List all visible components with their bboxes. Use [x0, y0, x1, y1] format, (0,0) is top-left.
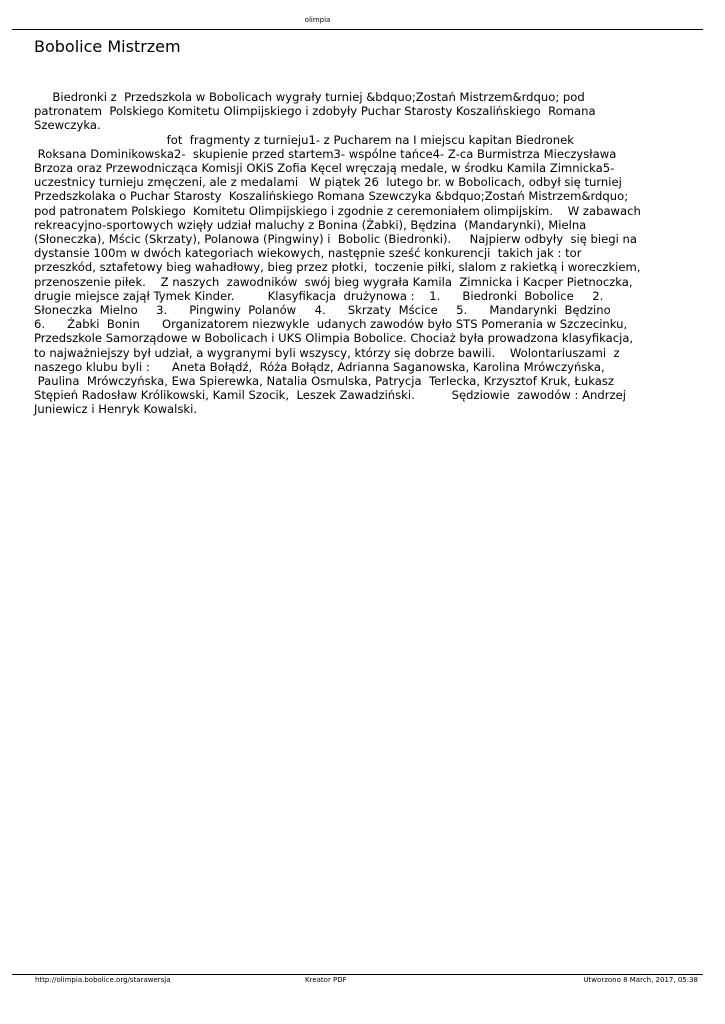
body-line: Przedszkole Samorządowe w Bobolicach i UKS Olimpia Bobolice. Chociaż była prowadzona klasyfikacja, — [34, 331, 634, 346]
footer-source-url[interactable]: http://olimpia.bobolice.org/starawersja — [35, 976, 171, 984]
body-line: Szewczyka. — [34, 118, 101, 133]
body-line: drugie miejsce zajął Tymek Kinder. Klasyfikacja drużynowa : 1. Biedronki Bobolice 2. — [34, 288, 604, 303]
body-line: 6. Żabki Bonin Organizatorem niezwykle udanych zawodów było STS Pomerania w Szczecinku, — [34, 317, 628, 332]
body-line: Roksana Dominikowska2- skupienie przed startem3- wspólne tańce4- Z-ca Burmistrza Mieczysława — [34, 146, 617, 161]
body-line: (Słoneczka), Mścic (Skrzaty), Polanowa (Pingwiny) i Bobolic (Biedronki). Najpierw odbyły się biegi na — [34, 232, 637, 247]
body-line: Juniewicz i Henryk Kowalski. — [34, 402, 198, 417]
body-line: pod patronatem Polskiego Komitetu Olimpijskiego i zgodnie z ceremoniałem olimpijskim. W zabawach — [34, 203, 641, 218]
body-line: Paulina Mrówczyńska, Ewa Spierewka, Natalia Osmulska, Patrycja Terlecka, Krzysztof Kruk, Łukasz — [34, 374, 614, 389]
body-line: naszego klubu byli : Aneta Bołądź, Róża Bołądz, Adrianna Saganowska, Karolina Mrówczyńska, — [34, 359, 605, 374]
body-line: Przedszkolaka o Puchar Starosty Koszalińskiego Romana Szewczyka &bdquo;Zostań Mistrzem&rdquo; — [34, 189, 629, 204]
body-line: Brzoza oraz Przewodnicząca Komisji OKiS Zofia Kęcel wręczają medale, w środku Kamila Zimnicka5- — [34, 161, 615, 176]
body-line: przenoszenie piłek. Z naszych zawodników swój bieg wygrała Kamila Zimnicka i Kacper Pietnoczka, — [34, 274, 633, 289]
body-line: patronatem Polskiego Komitetu Olimpijskiego i zdobyły Puchar Starosty Koszalińskiego Romana — [34, 104, 596, 119]
article-body — [34, 90, 694, 417]
article-title: Bobolice Mistrzem — [34, 37, 181, 56]
body-line: Biedronki z Przedszkola w Bobolicach wygrały turniej &bdquo;Zostań Mistrzem&rdquo; pod — [34, 90, 585, 104]
footer-created-date: Utworzono 8 March, 2017, 05:38 — [583, 976, 698, 984]
footer-divider — [12, 974, 703, 975]
body-line: dystansie 100m w dwóch kategoriach wiekowych, następnie sześć konkurencji takich jak : tor — [34, 246, 582, 261]
body-line: Słoneczka Mielno 3. Pingwiny Polanów 4. Skrzaty Mścice 5. Mandarynki Będzino — [34, 303, 611, 318]
site-name: olimpia — [304, 16, 331, 24]
body-line: przeszkód, sztafetowy bieg wahadłowy, bieg przez płotki, toczenie piłki, slalom z rakietką i woreczkiem, — [34, 260, 641, 275]
body-line: Stępień Radosław Królikowski, Kamil Szocik, Leszek Zawadziński. Sędziowie zawodów : Andrzej — [34, 388, 626, 403]
footer-generator: Kreator PDF — [305, 976, 347, 984]
body-line: fot fragmenty z turnieju1- z Pucharem na I miejscu kapitan Biedronek — [34, 132, 574, 147]
body-line: rekreacyjno-sportowych wzięły udział maluchy z Bonina (Żabki), Będzina (Mandarynki), Mielna — [34, 217, 587, 232]
body-line: to najważniejszy był udział, a wygranymi byli wszyscy, którzy się dobrze bawili. Wolontariuszami z — [34, 345, 620, 360]
body-line: uczestnicy turnieju zmęczeni, ale z medalami W piątek 26 lutego br. w Bobolicach, odbył się turniej — [34, 175, 622, 190]
header-divider — [12, 29, 703, 30]
